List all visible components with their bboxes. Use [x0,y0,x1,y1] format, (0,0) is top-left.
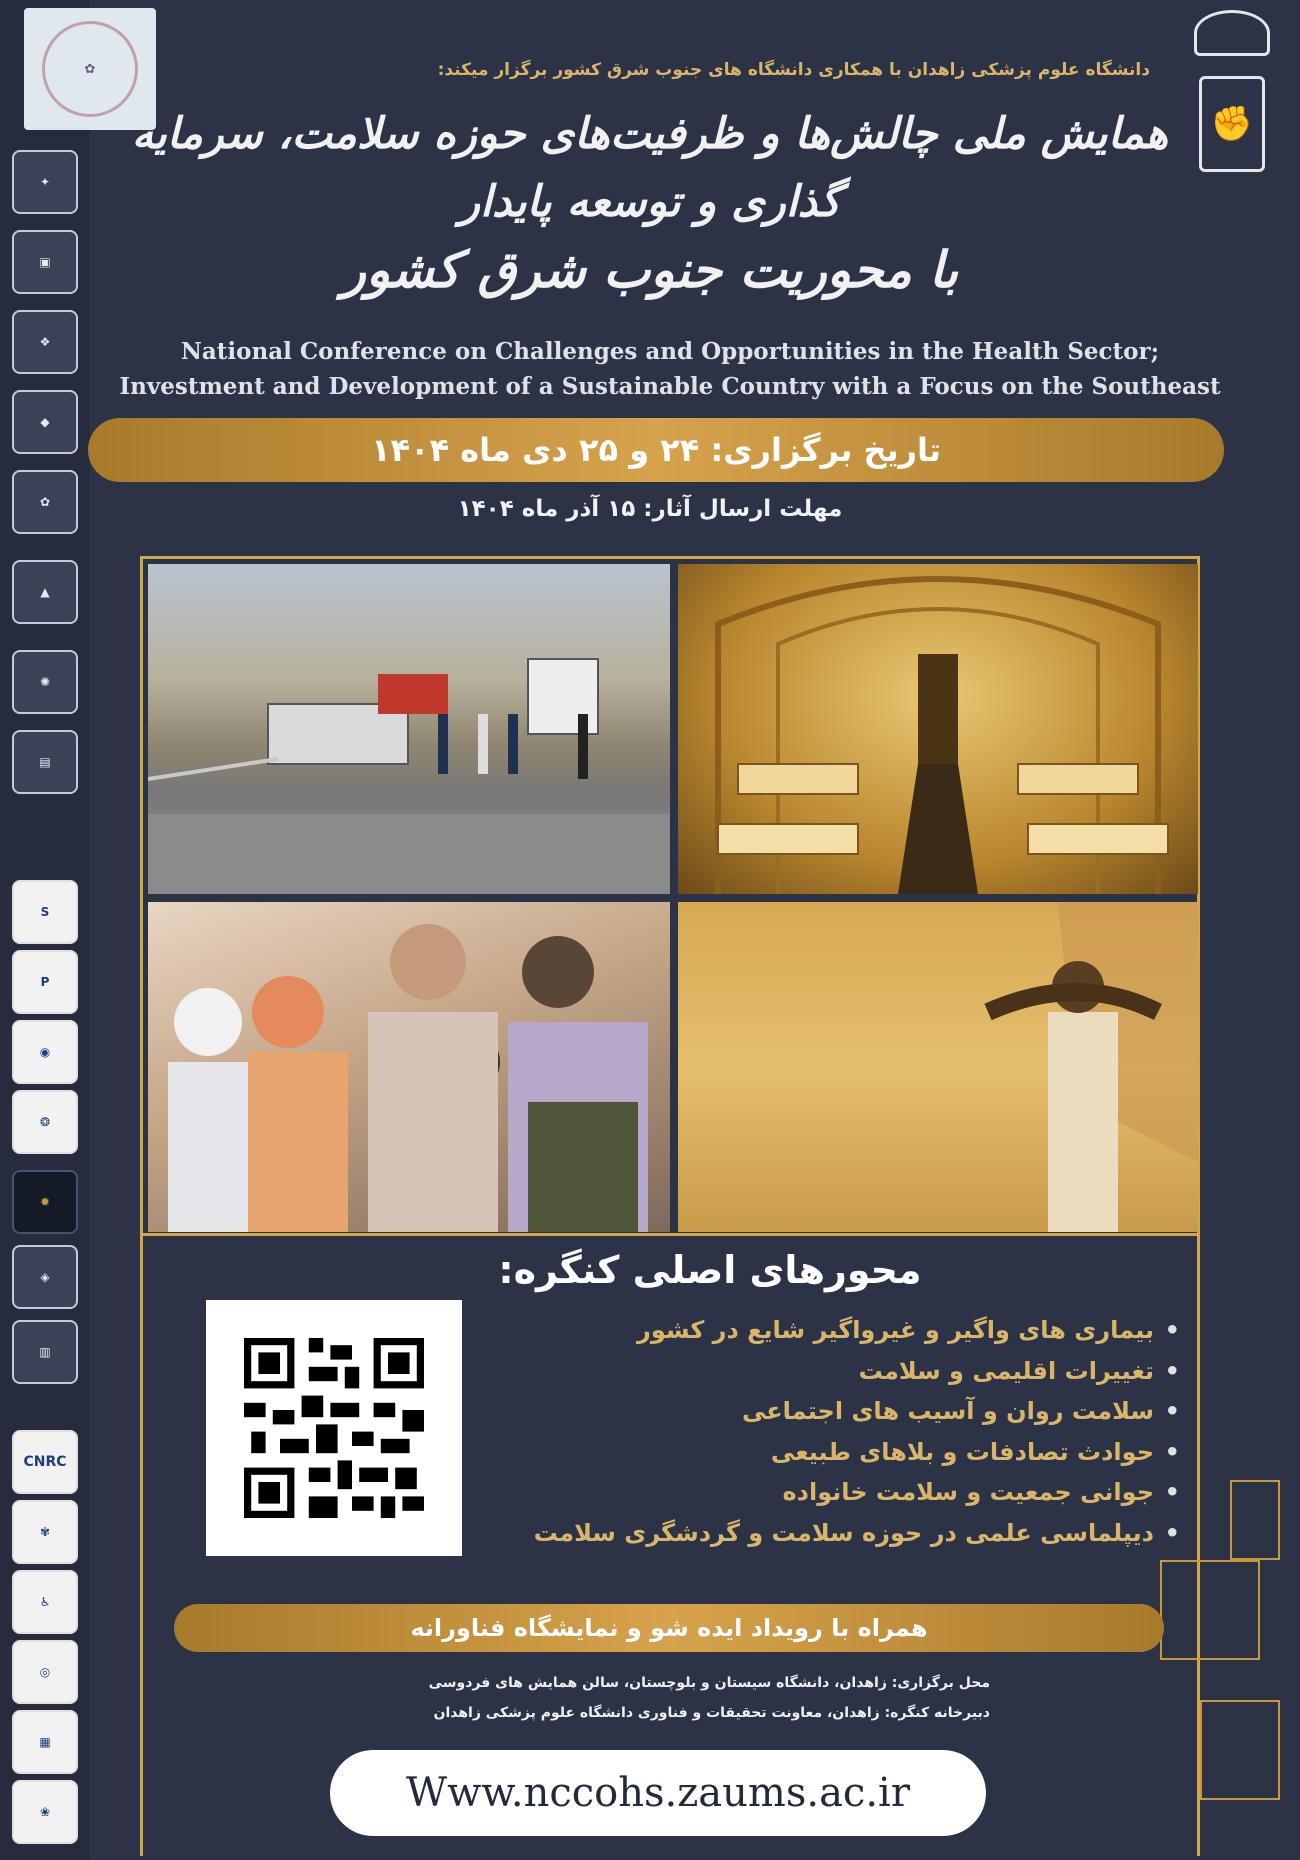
main-axis-item: • دیپلماسی علمی در حوزه سلامت و گردشگری سلامت [480,1513,1180,1554]
website-link[interactable]: Www.nccohs.zaums.ac.ir [330,1750,986,1836]
photo-grid [0,556,1300,1236]
partner-logo-icon: ▤ [12,730,78,794]
main-axis-item: • بیماری های واگیر و غیرواگیر شایع در کشور [480,1310,1180,1351]
main-axis-item: • تغییرات اقلیمی و سلامت [480,1351,1180,1392]
partner-logo-icon: ◆ [12,390,78,454]
qr-code[interactable] [206,1300,462,1556]
university-logo-icon [1184,10,1280,200]
partner-logo-icon: ✺ [12,650,78,714]
venue-location: محل برگزاری: زاهدان، دانشگاه سیستان و بلوچستان، سالن همایش های فردوسی [428,1675,990,1691]
partner-logo-icon: ◎ [12,1640,78,1704]
venue-secretariat: دبیرخانه کنگره: زاهدان، معاونت تحقیقات و فناوری دانشگاه علوم پزشکی زاهدان [433,1705,990,1721]
partner-logo-icon: ✿ [12,470,78,534]
partner-logo-icon: ▲ [12,560,78,624]
venue-info [300,1668,990,1728]
partner-logo-icon: ✾ [12,1500,78,1564]
decorative-line [1200,1700,1280,1800]
field-hospital-tent-photo [678,564,1198,894]
family-photo [148,902,670,1232]
partner-logo-icon: ♿ [12,1570,78,1634]
main-axes-list [480,1310,1180,1553]
partner-logo-icon: ◈ [12,1245,78,1309]
main-axes-title: محورهای اصلی کنگره: [498,1248,922,1292]
english-title-line: Investment and Development of a Sustainable Country with a Focus on the Southeast [119,373,1221,400]
conference-seal-icon: ✿ [42,21,138,117]
english-title [100,334,1240,404]
partner-logo-icon: ✹ [12,1170,78,1234]
qr-code-icon [244,1338,424,1518]
partner-logo-icon: ▣ [12,230,78,294]
persian-title-line: همایش ملی چالش‌ها و ظرفیت‌های حوزه سلامت، سرمایه گذاری و توسعه پایدار [131,109,1169,227]
english-title-line: National Conference on Challenges and Opportunities in the Health Sector; [180,338,1160,365]
partner-logo-icon: ▥ [12,1320,78,1384]
emblem-icon: ✊ [1199,76,1265,172]
partner-logo-icon: ▦ [12,1710,78,1774]
partner-logo-icon: ◉ [12,1020,78,1084]
main-axis-item: • جوانی جمعیت و سلامت خانواده [480,1472,1180,1513]
partner-logo-icon: ❂ [12,1090,78,1154]
road-accident-photo [148,564,670,894]
partner-logo-s-icon: S [12,880,78,944]
partner-logo-icon: ✦ [12,150,78,214]
partner-logo-icon: ❖ [12,310,78,374]
book-emblem-icon [1194,10,1270,56]
submission-deadline: مهلت ارسال آثار: ۱۵ آذر ماه ۱۴۰۴ [457,496,843,522]
partner-logo-cnrc-icon: CNRC [12,1430,78,1494]
main-axis-item: • حوادث تصادفات و بلاهای طبیعی [480,1432,1180,1473]
event-side-banner: همراه با رویداد ایده شو و نمایشگاه فناورانه [174,1604,1164,1652]
dust-storm-photo [678,902,1198,1232]
partner-logo-icon: ❀ [12,1780,78,1844]
persian-title-line: با محوریت جنوب شرق کشور [341,240,959,299]
main-axis-item: • سلامت روان و آسیب های اجتماعی [480,1391,1180,1432]
decorative-line [1230,1480,1280,1560]
decorative-line [1160,1560,1260,1660]
persian-title [130,100,1170,304]
partner-logo-p-icon: P [12,950,78,1014]
organizer-intro: دانشگاه علوم پزشکی زاهدان با همکاری دانشگاه های جنوب شرق کشور برگزار میکند: [437,60,1150,80]
event-date-banner: تاریخ برگزاری: ۲۴ و ۲۵ دی ماه ۱۴۰۴ [88,418,1224,482]
